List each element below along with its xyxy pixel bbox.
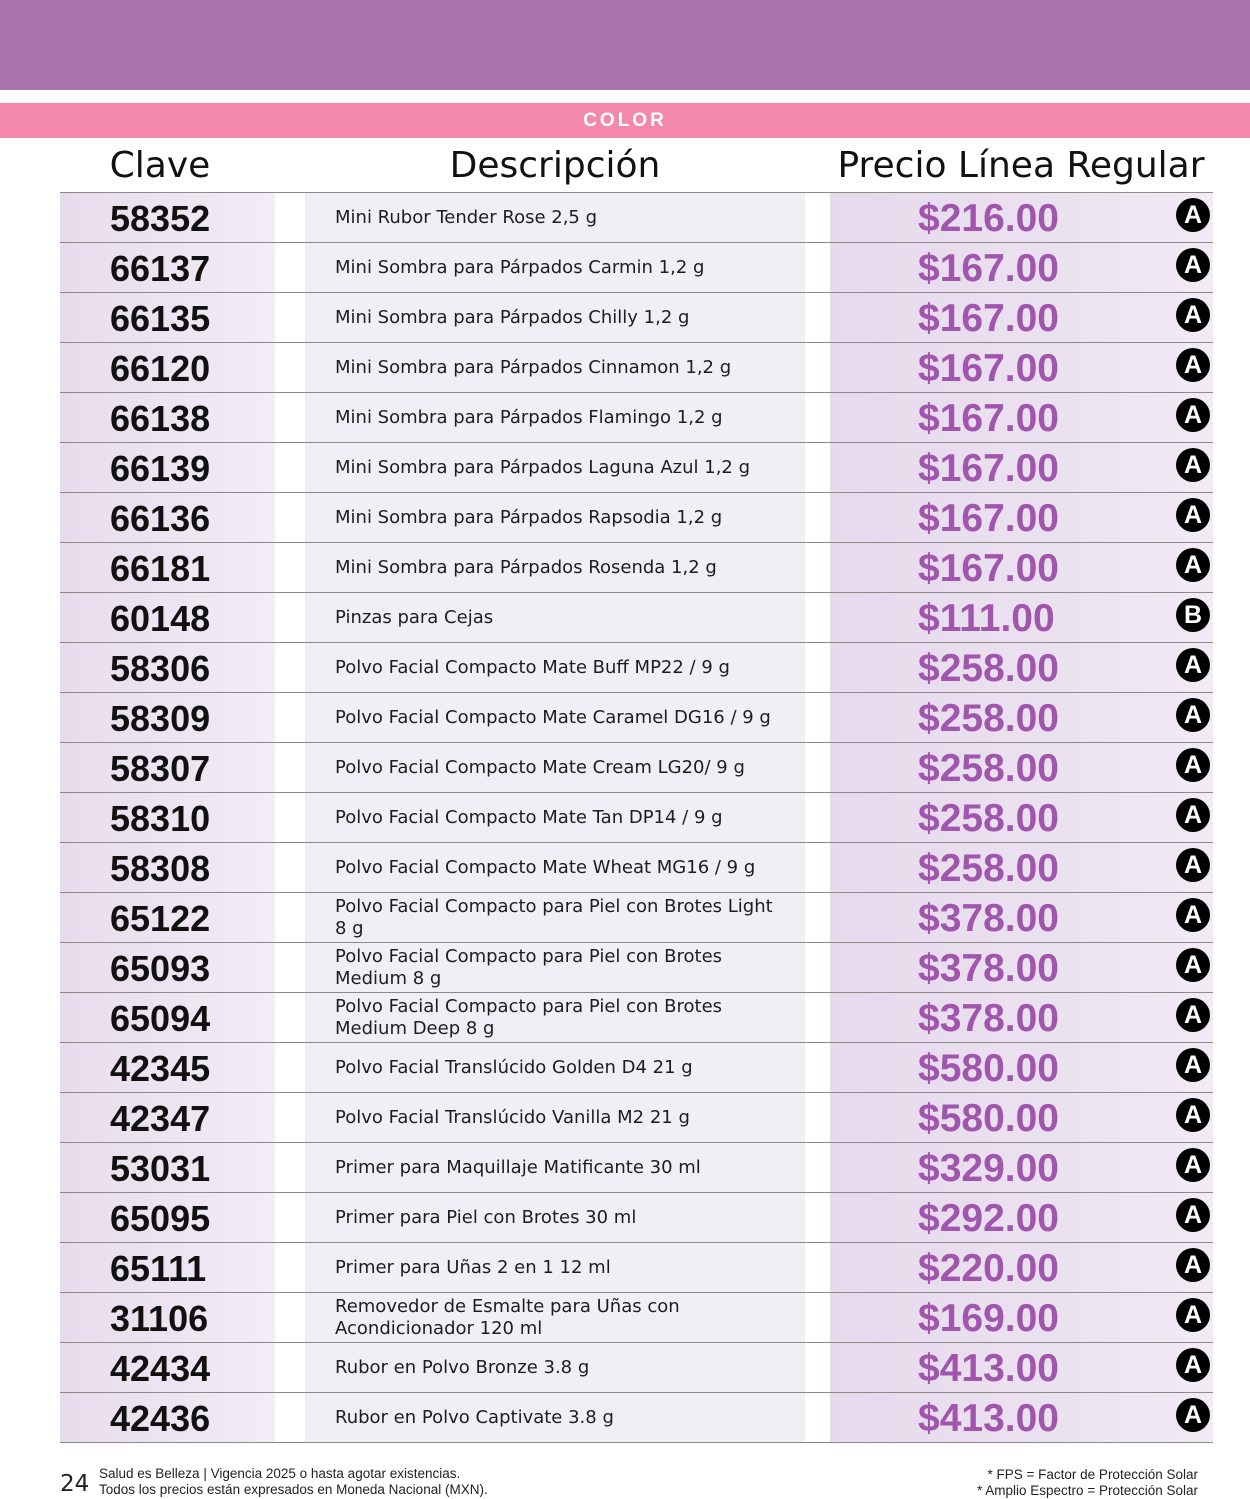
category-badge-icon: A [1176,448,1210,482]
product-price-cell [830,293,1213,342]
product-description: Polvo Facial Compacto Mate Wheat MG16 / 9 g [335,856,756,878]
category-badge-icon: A [1176,198,1210,232]
category-badge-icon: A [1176,798,1210,832]
product-code: 58309 [60,693,275,742]
product-description: Rubor en Polvo Bronze 3.8 g [335,1356,590,1378]
product-code: 42347 [60,1093,275,1142]
table-row [60,1043,1213,1093]
product-code: 66137 [60,243,275,292]
category-badge-icon: A [1176,398,1210,432]
table-row [60,1193,1213,1243]
table-row [60,793,1213,843]
table-row [60,393,1213,443]
category-badge-icon: B [1176,598,1210,632]
product-description-cell [305,393,805,442]
product-code: 42436 [60,1393,275,1442]
product-description-cell [305,193,805,242]
category-badge-icon: A [1176,748,1210,782]
table-row [60,643,1213,693]
product-price: $580.00 [918,1097,1059,1140]
category-badge-icon: A [1176,1298,1210,1332]
product-price: $258.00 [918,797,1059,840]
product-price-cell [830,243,1213,292]
category-badge-icon: A [1176,248,1210,282]
product-description-cell [305,293,805,342]
product-code: 66136 [60,493,275,542]
product-price-cell [830,693,1213,742]
category-badge-icon: A [1176,1398,1210,1432]
product-price: $216.00 [918,197,1059,240]
product-price-cell [830,993,1213,1042]
header-clave: Clave [109,145,211,186]
product-price: $167.00 [918,247,1059,290]
product-description-cell [305,1393,805,1442]
category-badge-icon: A [1176,1198,1210,1232]
category-badge-icon: A [1176,898,1210,932]
product-price: $258.00 [918,647,1059,690]
footer-right [977,1467,1198,1499]
product-price: $111.00 [918,597,1055,640]
product-description: Polvo Facial Compacto Mate Tan DP14 / 9 g [335,806,723,828]
product-price: $413.00 [918,1347,1059,1390]
table-row [60,1093,1213,1143]
category-badge-icon: A [1176,348,1210,382]
product-code: 31106 [60,1293,275,1342]
footer-validity: Salud es Belleza | Vigencia 2025 o hasta agotar existencias. [99,1466,461,1481]
section-title: COLOR [0,103,1250,138]
table-row [60,543,1213,593]
product-description-cell [305,1243,805,1292]
product-code: 66135 [60,293,275,342]
top-color-band [0,0,1250,90]
product-description: Mini Sombra para Párpados Flamingo 1,2 g [335,406,723,428]
product-code: 58308 [60,843,275,892]
table-row [60,193,1213,243]
product-description: Primer para Maquillaje Matificante 30 ml [335,1156,701,1178]
product-description: Pinzas para Cejas [335,606,494,628]
product-price-cell [830,1093,1213,1142]
product-description: Mini Sombra para Párpados Rosenda 1,2 g [335,556,717,578]
product-description: Primer para Piel con Brotes 30 ml [335,1206,637,1228]
product-price: $378.00 [918,897,1059,940]
product-price: $329.00 [918,1147,1059,1190]
category-badge-icon: A [1176,1348,1210,1382]
category-badge-icon: A [1176,1248,1210,1282]
product-description: Mini Sombra para Párpados Laguna Azul 1,2 g [335,456,751,478]
product-price: $258.00 [918,847,1059,890]
product-description-cell [305,593,805,642]
product-price: $258.00 [918,697,1059,740]
product-code: 65095 [60,1193,275,1242]
product-price: $413.00 [918,1397,1059,1440]
product-price-cell [830,393,1213,442]
product-description-cell [305,943,805,992]
product-description-cell [305,1193,805,1242]
category-badge-icon: A [1176,1148,1210,1182]
header-precio: Precio Línea Regular [837,145,1205,186]
table-row [60,1393,1213,1443]
product-description: Polvo Facial Compacto Mate Cream LG20/ 9 g [335,756,745,778]
product-price-cell [830,593,1213,642]
product-price: $378.00 [918,997,1059,1040]
product-price: $167.00 [918,447,1059,490]
product-code: 58310 [60,793,275,842]
product-code: 66139 [60,443,275,492]
table-row [60,1143,1213,1193]
table-row [60,1243,1213,1293]
product-description-cell [305,693,805,742]
product-description-cell [305,893,805,942]
product-price: $167.00 [918,347,1059,390]
product-description-cell [305,1293,805,1342]
product-description-cell [305,243,805,292]
product-description: Mini Sombra para Párpados Rapsodia 1,2 g [335,506,723,528]
category-badge-icon: A [1176,648,1210,682]
product-price-cell [830,493,1213,542]
table-row [60,1343,1213,1393]
product-price-cell [830,1193,1213,1242]
table-row [60,293,1213,343]
category-badge-icon: A [1176,1098,1210,1132]
product-code: 65111 [60,1243,275,1292]
product-price-cell [830,843,1213,892]
product-description: Mini Sombra para Párpados Chilly 1,2 g [335,306,690,328]
table-row [60,243,1213,293]
table-row [60,1293,1213,1343]
table-row [60,893,1213,943]
product-price: $167.00 [918,497,1059,540]
product-price-cell [830,1143,1213,1192]
product-description-cell [305,843,805,892]
product-description: Mini Sombra para Párpados Carmin 1,2 g [335,256,705,278]
product-description: Polvo Facial Translúcido Golden D4 21 g [335,1056,693,1078]
product-code: 53031 [60,1143,275,1192]
product-description-cell [305,1343,805,1392]
category-badge-icon: A [1176,948,1210,982]
price-table [60,193,1213,1443]
product-price-cell [830,1293,1213,1342]
table-row [60,493,1213,543]
category-badge-icon: A [1176,848,1210,882]
product-price: $580.00 [918,1047,1059,1090]
product-price-cell [830,743,1213,792]
product-code: 58352 [60,193,275,242]
product-price-cell [830,443,1213,492]
category-badge-icon: A [1176,548,1210,582]
product-code: 65094 [60,993,275,1042]
product-description: Removedor de Esmalte para Uñas con Acondicionador 120 ml [335,1295,680,1339]
product-price-cell [830,893,1213,942]
category-badge-icon: A [1176,1048,1210,1082]
table-row [60,443,1213,493]
product-description-cell [305,443,805,492]
footer-left [99,1466,488,1498]
product-description: Primer para Uñas 2 en 1 12 ml [335,1256,611,1278]
category-badge-icon: A [1176,698,1210,732]
product-code: 66181 [60,543,275,592]
table-row [60,843,1213,893]
table-row [60,943,1213,993]
product-description: Polvo Facial Compacto para Piel con Brotes Light 8 g [335,895,773,939]
product-description-cell [305,643,805,692]
header-descripcion: Descripción [449,145,661,186]
footer-fps-note: * FPS = Factor de Protección Solar [987,1467,1198,1482]
product-description-cell [305,743,805,792]
product-price-cell [830,643,1213,692]
product-price: $378.00 [918,947,1059,990]
product-price-cell [830,793,1213,842]
product-code: 66138 [60,393,275,442]
category-badge-icon: A [1176,498,1210,532]
product-description-cell [305,1093,805,1142]
product-description-cell [305,1143,805,1192]
product-code: 66120 [60,343,275,392]
footer-currency-note: Todos los precios están expresados en Moneda Nacional (MXN). [99,1482,488,1497]
product-description: Rubor en Polvo Captivate 3.8 g [335,1406,614,1428]
category-badge-icon: A [1176,298,1210,332]
product-code: 58307 [60,743,275,792]
product-code: 65093 [60,943,275,992]
product-price: $167.00 [918,547,1059,590]
category-badge-icon: A [1176,998,1210,1032]
page-number: 24 [60,1471,90,1497]
table-row [60,693,1213,743]
product-price-cell [830,343,1213,392]
product-code: 42434 [60,1343,275,1392]
product-description: Polvo Facial Compacto Mate Buff MP22 / 9 g [335,656,730,678]
product-price: $220.00 [918,1247,1059,1290]
product-description-cell [305,493,805,542]
product-description: Polvo Facial Compacto para Piel con Brotes Medium Deep 8 g [335,995,723,1039]
product-price-cell [830,1393,1213,1442]
product-code: 60148 [60,593,275,642]
product-description: Polvo Facial Compacto Mate Caramel DG16 / 9 g [335,706,771,728]
product-price-cell [830,943,1213,992]
product-description-cell [305,343,805,392]
product-price: $258.00 [918,747,1059,790]
product-description-cell [305,793,805,842]
table-row [60,993,1213,1043]
product-price: $167.00 [918,297,1059,340]
product-description-cell [305,993,805,1042]
product-price-cell [830,1243,1213,1292]
product-price-cell [830,1343,1213,1392]
product-description: Polvo Facial Compacto para Piel con Brotes Medium 8 g [335,945,723,989]
product-price-cell [830,1043,1213,1092]
product-description-cell [305,543,805,592]
table-row [60,343,1213,393]
table-row [60,593,1213,643]
product-price: $292.00 [918,1197,1059,1240]
footer-spectrum-note: * Amplio Espectro = Protección Solar [977,1483,1198,1498]
table-row [60,743,1213,793]
product-description: Mini Sombra para Párpados Cinnamon 1,2 g [335,356,732,378]
product-price-cell [830,193,1213,242]
product-code: 42345 [60,1043,275,1092]
product-price-cell [830,543,1213,592]
product-price: $169.00 [918,1297,1059,1340]
product-description: Polvo Facial Translúcido Vanilla M2 21 g [335,1106,690,1128]
product-code: 58306 [60,643,275,692]
product-code: 65122 [60,893,275,942]
product-price: $167.00 [918,397,1059,440]
product-description-cell [305,1043,805,1092]
product-description: Mini Rubor Tender Rose 2,5 g [335,206,598,228]
